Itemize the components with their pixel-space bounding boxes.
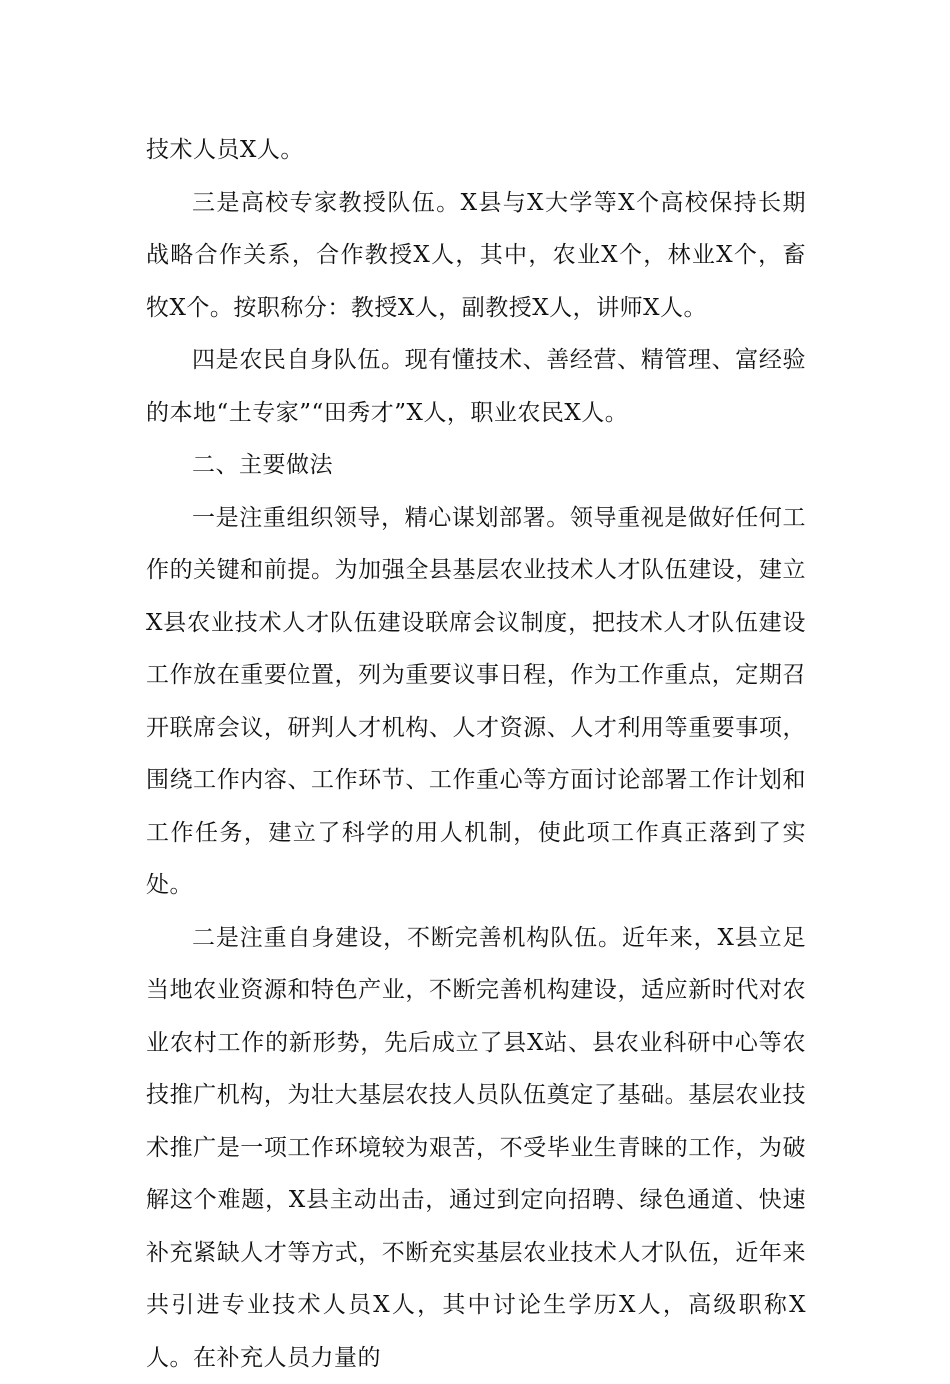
document-body <box>146 124 806 1384</box>
section-heading-main-practices: 二、主要做法 <box>146 439 806 492</box>
paragraph-organization-leadership: 一是注重组织领导，精心谋划部署。领导重视是做好任何工作的关键和前提。为加强全县基层农业技术人才队伍建设，建立X县农业技术人才队伍建设联席会议制度，把技术人才队伍建设工作放在重要位置，列为重要议事日程，作为工作重点，定期召开联席会议，研判人才机构、人才资源、人才利用等重要事项，围绕工作内容、工作环节、工作重心等方面讨论部署工作计划和工作任务，建立了科学的用人机制，使此项工作真正落到了实处。 <box>146 492 806 912</box>
paragraph-university-experts: 三是高校专家教授队伍。X县与X大学等X个高校保持长期战略合作关系，合作教授X人，其中，农业X个，林业X个，畜牧X个。按职称分：教授X人，副教授X人，讲师X人。 <box>146 177 806 335</box>
paragraph-continuation: 技术人员X人。 <box>146 124 806 177</box>
paragraph-farmer-team: 四是农民自身队伍。现有懂技术、善经营、精管理、富经验的本地“土专家”“田秀才”X人，职业农民X人。 <box>146 334 806 439</box>
paragraph-self-construction: 二是注重自身建设，不断完善机构队伍。近年来，X县立足当地农业资源和特色产业，不断完善机构建设，适应新时代对农业农村工作的新形势，先后成立了县X站、县农业科研中心等农技推广机构，为壮大基层农技人员队伍奠定了基础。基层农业技术推广是一项工作环境较为艰苦，不受毕业生青睐的工作，为破解这个难题，X县主动出击，通过到定向招聘、绿色通道、快速补充紧缺人才等方式，不断充实基层农业技术人才队伍，近年来共引进专业技术人员X人，其中讨论生学历X人，高级职称X人。在补充人员力量的 <box>146 912 806 1384</box>
